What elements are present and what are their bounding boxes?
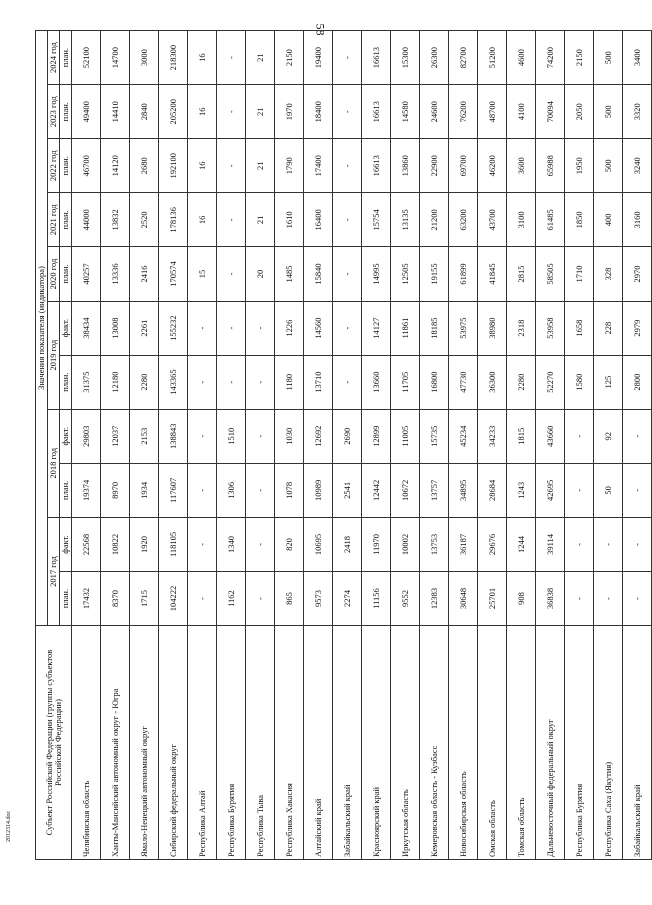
table-row <box>449 31 478 860</box>
value-cell: 14410 <box>101 85 130 139</box>
value-cell: 8970 <box>101 463 130 517</box>
value-cell: 8370 <box>101 571 130 625</box>
value-cell: 29803 <box>72 409 101 463</box>
value-cell: 50 <box>594 463 623 517</box>
value-cell: 11861 <box>391 301 420 355</box>
value-cell: 43660 <box>536 409 565 463</box>
value-cell: 2418 <box>333 517 362 571</box>
subject-name-cell: Республика Хакасия <box>275 626 304 860</box>
subject-name-cell: Республика Алтай <box>188 626 217 860</box>
subject-name-cell: Новосибирская область <box>449 626 478 860</box>
table-row <box>391 31 420 860</box>
value-cell: - <box>217 139 246 193</box>
value-cell: - <box>623 571 652 625</box>
value-cell: 2150 <box>275 31 304 85</box>
value-cell: 3240 <box>623 139 652 193</box>
value-cell: 65988 <box>536 139 565 193</box>
value-cell: 2520 <box>130 193 159 247</box>
value-cell: 170574 <box>159 247 188 301</box>
value-cell: - <box>594 571 623 625</box>
value-cell: 2690 <box>333 409 362 463</box>
value-cell: 192100 <box>159 139 188 193</box>
value-cell: - <box>594 517 623 571</box>
value-cell: 52270 <box>536 355 565 409</box>
value-cell: 63200 <box>449 193 478 247</box>
subject-name-cell: Кемеровская область - Кузбасс <box>420 626 449 860</box>
value-cell: 14127 <box>362 301 391 355</box>
year-header: 2021 год <box>48 193 60 247</box>
value-cell: 11970 <box>362 517 391 571</box>
value-cell: 13753 <box>420 517 449 571</box>
year-header: 2022 год <box>48 139 60 193</box>
value-cell: 1162 <box>217 571 246 625</box>
table-body <box>72 31 652 860</box>
subject-name-cell: Республика Тыва <box>246 626 275 860</box>
value-cell: 21 <box>246 85 275 139</box>
subject-name-cell: Республика Бурятия <box>217 626 246 860</box>
value-cell: - <box>188 409 217 463</box>
subject-name-cell: Алтайский край <box>304 626 333 860</box>
value-cell: 53975 <box>449 301 478 355</box>
year-header: 2018 год <box>48 409 60 517</box>
subject-name-cell: Забайкальский край <box>333 626 362 860</box>
plan-subheader: план. <box>60 463 72 517</box>
value-cell: 16 <box>188 193 217 247</box>
table-row <box>304 31 333 860</box>
value-cell: - <box>217 301 246 355</box>
value-cell: 14560 <box>304 301 333 355</box>
value-cell: 16 <box>188 85 217 139</box>
year-header: 2017 год <box>48 517 60 625</box>
value-cell: - <box>333 85 362 139</box>
value-cell: 15840 <box>304 247 333 301</box>
value-cell: 16 <box>188 139 217 193</box>
value-cell: 16613 <box>362 31 391 85</box>
value-cell: 34233 <box>478 409 507 463</box>
value-cell: - <box>217 85 246 139</box>
page-number-area <box>0 8 640 36</box>
value-cell: - <box>217 31 246 85</box>
value-cell: - <box>565 463 594 517</box>
value-cell: - <box>246 463 275 517</box>
value-cell: 21 <box>246 31 275 85</box>
value-cell: 18400 <box>304 85 333 139</box>
value-cell: 9552 <box>391 571 420 625</box>
table-row <box>420 31 449 860</box>
value-cell: - <box>333 301 362 355</box>
table-row <box>159 31 188 860</box>
value-cell: 12899 <box>362 409 391 463</box>
value-cell: 1970 <box>275 85 304 139</box>
value-cell: 228 <box>594 301 623 355</box>
value-cell: 205200 <box>159 85 188 139</box>
subject-name-cell: Дальневосточный федеральный округ <box>536 626 565 860</box>
value-cell: 12505 <box>391 247 420 301</box>
value-cell: 11005 <box>391 409 420 463</box>
value-cell: 1815 <box>507 409 536 463</box>
table-row <box>130 31 159 860</box>
value-cell: 42695 <box>536 463 565 517</box>
value-cell: 3160 <box>623 193 652 247</box>
value-cell: 3100 <box>507 193 536 247</box>
value-cell: 17400 <box>304 139 333 193</box>
subject-name-cell: Челябинская область <box>72 626 101 860</box>
value-cell: 74200 <box>536 31 565 85</box>
value-cell: 12037 <box>101 409 130 463</box>
value-cell: 1850 <box>565 193 594 247</box>
value-cell: 1710 <box>565 247 594 301</box>
value-cell: 2416 <box>130 247 159 301</box>
value-cell: 1934 <box>130 463 159 517</box>
value-cell: 2680 <box>130 139 159 193</box>
table-row <box>275 31 304 860</box>
value-cell: 17432 <box>72 571 101 625</box>
value-cell: 46700 <box>72 139 101 193</box>
value-cell: 49400 <box>72 85 101 139</box>
value-cell: 10989 <box>304 463 333 517</box>
value-cell: 76200 <box>449 85 478 139</box>
value-cell: 2050 <box>565 85 594 139</box>
value-cell: 25701 <box>478 571 507 625</box>
table-row <box>594 31 623 860</box>
value-cell: 12442 <box>362 463 391 517</box>
subject-name-cell: Иркутская область <box>391 626 420 860</box>
value-cell: 21200 <box>420 193 449 247</box>
value-cell: 13660 <box>362 355 391 409</box>
plan-subheader: план. <box>60 139 72 193</box>
value-cell: 14580 <box>391 85 420 139</box>
subject-name-cell: Ханты-Мансийский автономный округ - Югра <box>101 626 130 860</box>
value-cell: 328 <box>594 247 623 301</box>
value-cell: 22900 <box>420 139 449 193</box>
value-cell: 9573 <box>304 571 333 625</box>
value-cell: 18185 <box>420 301 449 355</box>
subject-name-cell: Республика Бурятия <box>565 626 594 860</box>
value-cell: 2318 <box>507 301 536 355</box>
table-row <box>565 31 594 860</box>
value-cell: 143365 <box>159 355 188 409</box>
footer-document-code: 2012314.doc <box>6 810 12 842</box>
value-cell: 16800 <box>420 355 449 409</box>
value-cell: 13757 <box>420 463 449 517</box>
value-cell: 3000 <box>130 31 159 85</box>
value-cell: 4600 <box>507 31 536 85</box>
value-cell: 1485 <box>275 247 304 301</box>
value-cell: 36838 <box>536 571 565 625</box>
table-row <box>217 31 246 860</box>
value-cell: 15300 <box>391 31 420 85</box>
value-cell: 36300 <box>478 355 507 409</box>
value-cell: 10002 <box>391 517 420 571</box>
value-cell: 14120 <box>101 139 130 193</box>
value-cell: 16400 <box>304 193 333 247</box>
value-cell: 61485 <box>536 193 565 247</box>
value-cell: 3320 <box>623 85 652 139</box>
value-cell: 2979 <box>623 301 652 355</box>
subject-name-cell: Красноярский край <box>362 626 391 860</box>
value-cell: 41845 <box>478 247 507 301</box>
value-cell: 1180 <box>275 355 304 409</box>
value-cell: 12383 <box>420 571 449 625</box>
table-row <box>188 31 217 860</box>
value-cell: 45234 <box>449 409 478 463</box>
value-cell: 19155 <box>420 247 449 301</box>
value-cell: 1715 <box>130 571 159 625</box>
value-cell: 1306 <box>217 463 246 517</box>
value-cell: 11705 <box>391 355 420 409</box>
value-cell: 52100 <box>72 31 101 85</box>
value-cell: 47730 <box>449 355 478 409</box>
value-cell: 2800 <box>623 355 652 409</box>
value-cell: 53958 <box>536 301 565 355</box>
value-cell: 1610 <box>275 193 304 247</box>
value-cell: - <box>188 463 217 517</box>
value-cell: 38980 <box>478 301 507 355</box>
value-cell: 4100 <box>507 85 536 139</box>
value-cell: 15735 <box>420 409 449 463</box>
value-cell: 15 <box>188 247 217 301</box>
indicator-table <box>35 30 652 860</box>
table-row <box>362 31 391 860</box>
subject-name-cell: Томская область <box>507 626 536 860</box>
value-cell: 13135 <box>391 193 420 247</box>
value-cell: 36187 <box>449 517 478 571</box>
value-cell: 30648 <box>449 571 478 625</box>
value-cell: 117607 <box>159 463 188 517</box>
value-cell: 1658 <box>565 301 594 355</box>
value-cell: - <box>333 193 362 247</box>
value-cell: 40257 <box>72 247 101 301</box>
value-cell: 13336 <box>101 247 130 301</box>
value-cell: 1340 <box>217 517 246 571</box>
values-header: Значения показателя (индикатора) <box>36 31 48 626</box>
value-cell: 2274 <box>333 571 362 625</box>
value-cell: 16613 <box>362 139 391 193</box>
year-header: 2023 год <box>48 85 60 139</box>
table-row <box>333 31 362 860</box>
value-cell: 19400 <box>304 31 333 85</box>
value-cell: 21 <box>246 193 275 247</box>
plan-subheader: план. <box>60 247 72 301</box>
value-cell: 1244 <box>507 517 536 571</box>
value-cell: - <box>188 301 217 355</box>
value-cell: 2840 <box>130 85 159 139</box>
subject-name-cell: Республика Саха (Якутия) <box>594 626 623 860</box>
value-cell: 46200 <box>478 139 507 193</box>
value-cell: 3400 <box>623 31 652 85</box>
subject-name-cell: Омская область <box>478 626 507 860</box>
fact-subheader: факт. <box>60 301 72 355</box>
value-cell: 31375 <box>72 355 101 409</box>
table-row <box>246 31 275 860</box>
value-cell: 1950 <box>565 139 594 193</box>
value-cell: 1510 <box>217 409 246 463</box>
rotated-table-container <box>35 30 642 860</box>
value-cell: 12180 <box>101 355 130 409</box>
value-cell: 92 <box>594 409 623 463</box>
table-row <box>623 31 652 860</box>
table-row <box>507 31 536 860</box>
value-cell: - <box>565 571 594 625</box>
fact-subheader: факт. <box>60 517 72 571</box>
value-cell: - <box>188 571 217 625</box>
value-cell: 218300 <box>159 31 188 85</box>
value-cell: - <box>333 355 362 409</box>
value-cell: - <box>333 31 362 85</box>
value-cell: 14700 <box>101 31 130 85</box>
value-cell: 1226 <box>275 301 304 355</box>
value-cell: 13832 <box>101 193 130 247</box>
subject-name-cell: Сибирский федеральный округ <box>159 626 188 860</box>
value-cell: 2280 <box>130 355 159 409</box>
value-cell: 69700 <box>449 139 478 193</box>
plan-subheader: план. <box>60 193 72 247</box>
value-cell: 16613 <box>362 85 391 139</box>
value-cell: 500 <box>594 139 623 193</box>
value-cell: - <box>333 247 362 301</box>
value-cell: 125 <box>594 355 623 409</box>
value-cell: - <box>246 571 275 625</box>
value-cell: - <box>623 463 652 517</box>
value-cell: 44000 <box>72 193 101 247</box>
year-header: 2019 год <box>48 301 60 409</box>
subject-name-cell: Ямало-Ненецкий автономный округ <box>130 626 159 860</box>
value-cell: 51200 <box>478 31 507 85</box>
plan-subheader: план. <box>60 571 72 625</box>
value-cell: 500 <box>594 85 623 139</box>
value-cell: 1920 <box>130 517 159 571</box>
plan-subheader: план. <box>60 85 72 139</box>
value-cell: - <box>188 517 217 571</box>
subject-column-header: Субъект Российской Федерации (группы субъектов Российской Федерации) <box>36 626 72 860</box>
value-cell: - <box>217 355 246 409</box>
value-cell: 10672 <box>391 463 420 517</box>
value-cell: 19374 <box>72 463 101 517</box>
value-cell: - <box>217 193 246 247</box>
value-cell: - <box>188 355 217 409</box>
value-cell: 118105 <box>159 517 188 571</box>
value-cell: 2261 <box>130 301 159 355</box>
value-cell: 2150 <box>565 31 594 85</box>
value-cell: 2541 <box>333 463 362 517</box>
table-row <box>478 31 507 860</box>
value-cell: 28684 <box>478 463 507 517</box>
year-header: 2024 год <box>48 31 60 85</box>
value-cell: 15754 <box>362 193 391 247</box>
value-cell: 12692 <box>304 409 333 463</box>
value-cell: 104222 <box>159 571 188 625</box>
table-row <box>72 31 101 860</box>
value-cell: 43700 <box>478 193 507 247</box>
value-cell: 11156 <box>362 571 391 625</box>
value-cell: - <box>246 409 275 463</box>
value-cell: 29676 <box>478 517 507 571</box>
value-cell: 10822 <box>101 517 130 571</box>
page-number: 58 <box>313 23 328 36</box>
value-cell: - <box>246 301 275 355</box>
value-cell: 16 <box>188 31 217 85</box>
value-cell: - <box>565 517 594 571</box>
value-cell: 1243 <box>507 463 536 517</box>
value-cell: 82700 <box>449 31 478 85</box>
value-cell: 500 <box>594 31 623 85</box>
value-cell: 2970 <box>623 247 652 301</box>
value-cell: 1790 <box>275 139 304 193</box>
value-cell: - <box>246 355 275 409</box>
value-cell: 1078 <box>275 463 304 517</box>
value-cell: - <box>217 247 246 301</box>
value-cell: 20 <box>246 247 275 301</box>
value-cell: 21 <box>246 139 275 193</box>
value-cell: - <box>623 409 652 463</box>
value-cell: 908 <box>507 571 536 625</box>
table-row <box>101 31 130 860</box>
value-cell: 26300 <box>420 31 449 85</box>
plan-subheader: план. <box>60 31 72 85</box>
value-cell: 22568 <box>72 517 101 571</box>
value-cell: 10695 <box>304 517 333 571</box>
value-cell: 138843 <box>159 409 188 463</box>
subject-name-cell: Забайкальский край <box>623 626 652 860</box>
value-cell: 38434 <box>72 301 101 355</box>
value-cell: 2153 <box>130 409 159 463</box>
value-cell: 400 <box>594 193 623 247</box>
value-cell: 2815 <box>507 247 536 301</box>
value-cell: - <box>623 517 652 571</box>
table-row <box>536 31 565 860</box>
value-cell: 61899 <box>449 247 478 301</box>
value-cell: - <box>333 139 362 193</box>
value-cell: 39114 <box>536 517 565 571</box>
value-cell: 820 <box>275 517 304 571</box>
value-cell: 13860 <box>391 139 420 193</box>
fact-subheader: факт. <box>60 409 72 463</box>
year-header: 2020 год <box>48 247 60 301</box>
value-cell: 14995 <box>362 247 391 301</box>
value-cell: 34895 <box>449 463 478 517</box>
value-cell: - <box>246 517 275 571</box>
value-cell: 58505 <box>536 247 565 301</box>
value-cell: - <box>565 409 594 463</box>
value-cell: 178136 <box>159 193 188 247</box>
value-cell: 13710 <box>304 355 333 409</box>
value-cell: 24600 <box>420 85 449 139</box>
value-cell: 155232 <box>159 301 188 355</box>
value-cell: 865 <box>275 571 304 625</box>
value-cell: 48700 <box>478 85 507 139</box>
value-cell: 13008 <box>101 301 130 355</box>
value-cell: 2280 <box>507 355 536 409</box>
value-cell: 70094 <box>536 85 565 139</box>
value-cell: 1580 <box>565 355 594 409</box>
value-cell: 3600 <box>507 139 536 193</box>
value-cell: 1030 <box>275 409 304 463</box>
plan-subheader: план. <box>60 355 72 409</box>
